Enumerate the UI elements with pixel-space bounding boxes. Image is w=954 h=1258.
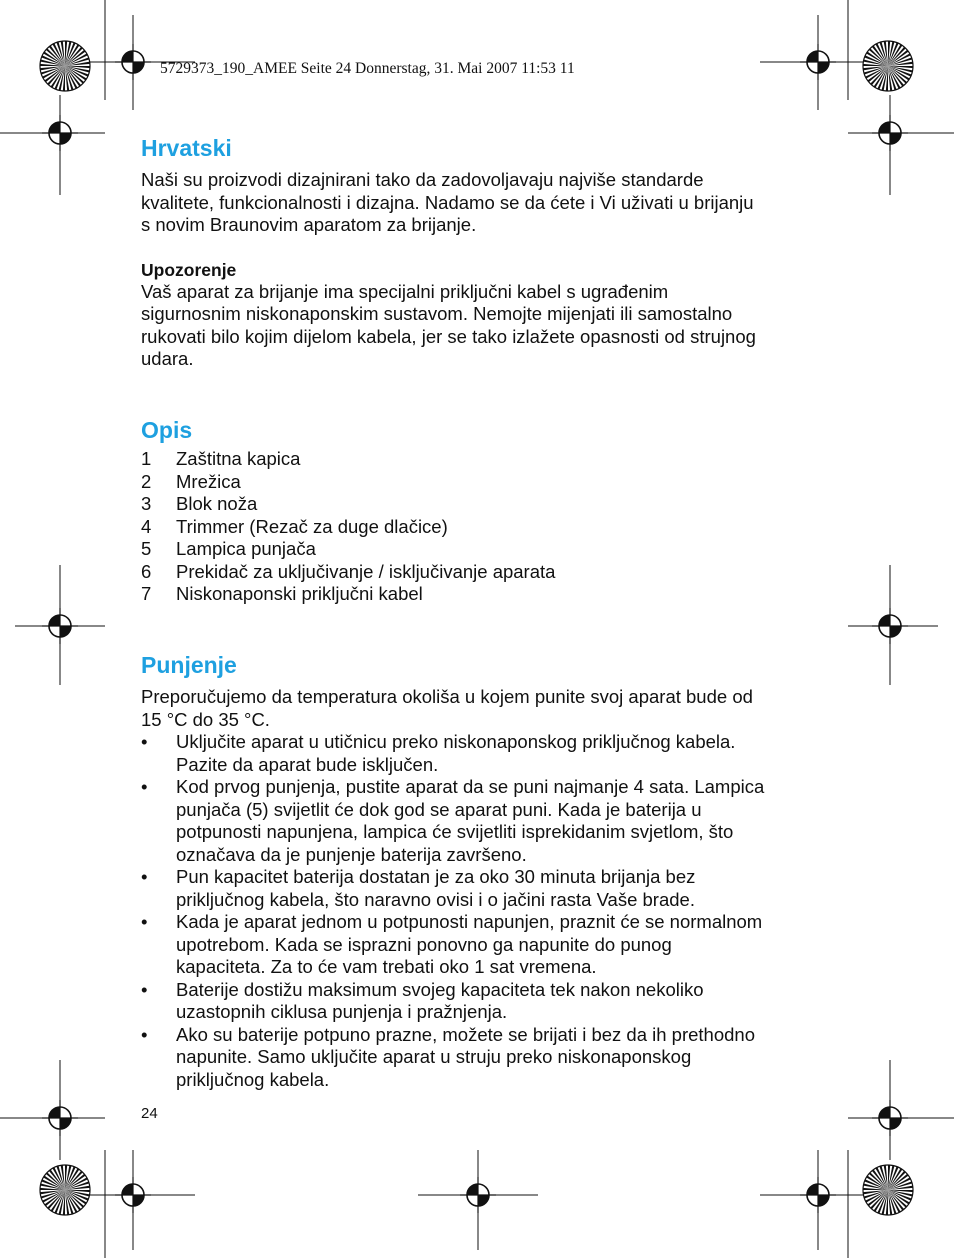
bullet-line: Uključite aparat u utičnicu preko niskonaponskog priključnog kabela.	[176, 731, 736, 752]
bullet-item	[141, 1024, 764, 1092]
item-number: 7	[141, 583, 152, 604]
section-title-punjenje: Punjenje	[141, 652, 237, 678]
registration-mark	[872, 608, 908, 644]
item-text: Mrežica	[176, 470, 241, 492]
intro-line: kvalitete, funkcionalnosti i dizajna. Nadamo se da ćete i Vi uživati u brijanju	[141, 191, 754, 213]
bullet-line: Baterije dostižu maksimum svojeg kapaciteta tek nakon nekoliko	[176, 978, 704, 1000]
bullet-item	[141, 866, 764, 911]
bullet-line: kapaciteta. Za to će vam trebati oko 1 sat vremena.	[176, 956, 597, 977]
item-text: Prekidač za uključivanje / isključivanje aparata	[176, 560, 556, 582]
bullet-text	[176, 1024, 755, 1092]
registration-mark	[42, 608, 78, 644]
warning-line: rukovati bilo kojim dijelom kabela, jer se tako izlažete opasnosti od strujnog	[141, 325, 756, 347]
section-title-hrvatski: Hrvatski	[141, 135, 232, 161]
list-item	[141, 561, 555, 584]
section-opis	[141, 416, 555, 606]
item-number: 1	[141, 448, 152, 469]
item-text: Zaštitna kapica	[176, 448, 301, 469]
intro-line: Preporučujemo da temperatura okoliša u kojem punite svoj aparat bude od	[141, 686, 753, 707]
list-item	[141, 471, 555, 494]
list-item	[141, 493, 555, 516]
parts-list	[141, 448, 555, 606]
item-number: 3	[141, 493, 152, 514]
item-number: 5	[141, 538, 152, 559]
item-number: 4	[141, 515, 152, 537]
item-text: Niskonaponski priključni kabel	[176, 583, 423, 604]
star-target	[40, 1165, 90, 1215]
print-header: 5729373_190_AMEE Seite 24 Donnerstag, 31. Mai 2007 11:53 11	[160, 60, 575, 77]
bullet-line: Pazite da aparat bude isključen.	[176, 753, 439, 775]
registration-mark	[460, 1177, 496, 1213]
section-title-opis: Opis	[141, 417, 193, 443]
bullet-text	[176, 979, 704, 1024]
bullet-symbol: •	[141, 776, 148, 797]
registration-mark	[872, 1100, 908, 1136]
bullet-line: Kada je aparat jednom u potpunosti napunjen, praznit će se normalnom	[176, 911, 763, 932]
warning-line: Vaš aparat za brijanje ima specijalni priključni kabel s ugrađenim	[141, 280, 669, 302]
charging-intro	[141, 686, 764, 731]
bullet-line: napunite. Samo uključite aparat u struju preko niskonaponskog	[176, 1046, 692, 1067]
section-punjenje	[141, 651, 764, 1091]
bullet-symbol: •	[141, 866, 148, 887]
page-number: 24	[141, 1105, 158, 1122]
star-target	[40, 41, 90, 91]
warning-line: udara.	[141, 348, 194, 369]
bullet-line: priključnog kabela.	[176, 1068, 330, 1090]
bullet-item	[141, 776, 764, 866]
bullet-text	[176, 776, 764, 866]
warning-paragraph	[141, 281, 756, 371]
bullet-symbol: •	[141, 1023, 148, 1045]
bullet-item	[141, 979, 764, 1024]
bullet-symbol: •	[141, 911, 148, 932]
item-text: Lampica punjača	[176, 538, 316, 559]
bullet-line: punjača (5) svijetlit će dok god se aparat puni. Kada je baterija u	[176, 798, 702, 820]
list-item	[141, 583, 555, 606]
bullet-symbol: •	[141, 978, 148, 1000]
bullet-line: potpunosti napunjena, lampica će svijetliti isprekidanim svjetlom, što	[176, 821, 734, 842]
bullet-text	[176, 866, 695, 911]
bullet-line: Pun kapacitet baterija dostatan je za oko 30 minuta brijanja bez	[176, 866, 696, 887]
registration-mark	[115, 1177, 151, 1213]
registration-mark	[42, 115, 78, 151]
item-number: 6	[141, 560, 152, 582]
charging-bullets	[141, 731, 764, 1091]
intro-line: 15 °C do 35 °C.	[141, 708, 270, 730]
registration-mark	[800, 44, 836, 80]
item-text: Blok noža	[176, 493, 258, 514]
item-text: Trimmer (Rezač za duge dlačice)	[176, 515, 448, 537]
bullet-line: označava da je punjenje baterija završeno.	[176, 843, 527, 865]
bullet-text	[176, 731, 735, 776]
registration-mark	[800, 1177, 836, 1213]
star-target	[863, 41, 913, 91]
bullet-line: uzastopnih ciklusa punjenja i pražnjenja.	[176, 1001, 508, 1022]
bullet-line: priključnog kabela, što naravno ovisi i o jačini rasta Vaše brade.	[176, 888, 695, 910]
bullet-line: upotrebom. Kada se isprazni ponovno ga napunite do punog	[176, 933, 672, 955]
section-hrvatski	[141, 134, 756, 371]
bullet-line: Kod prvog punjenja, pustite aparat da se puni najmanje 4 sata. Lampica	[176, 776, 765, 797]
intro-line: Naši su proizvodi dizajnirani tako da zadovoljavaju najviše standarde	[141, 169, 704, 190]
intro-line: s novim Braunovim aparatom za brijanje.	[141, 214, 477, 235]
list-item	[141, 448, 555, 471]
bullet-item	[141, 911, 764, 979]
registration-mark	[872, 115, 908, 151]
registration-mark	[42, 1100, 78, 1136]
list-item	[141, 538, 555, 561]
warning-title: Upozorenje	[141, 259, 237, 280]
registration-mark	[115, 44, 151, 80]
bullet-line: Ako su baterije potpuno prazne, možete se brijati i bez da ih prethodno	[176, 1023, 756, 1045]
item-number: 2	[141, 470, 152, 492]
bullet-item	[141, 731, 764, 776]
star-target	[863, 1165, 913, 1215]
bullet-symbol: •	[141, 731, 148, 752]
warning-line: sigurnosnim niskonaponskim sustavom. Nemojte mijenjati ili samostalno	[141, 303, 733, 324]
list-item	[141, 516, 555, 539]
bullet-text	[176, 911, 762, 979]
intro-paragraph	[141, 169, 756, 237]
